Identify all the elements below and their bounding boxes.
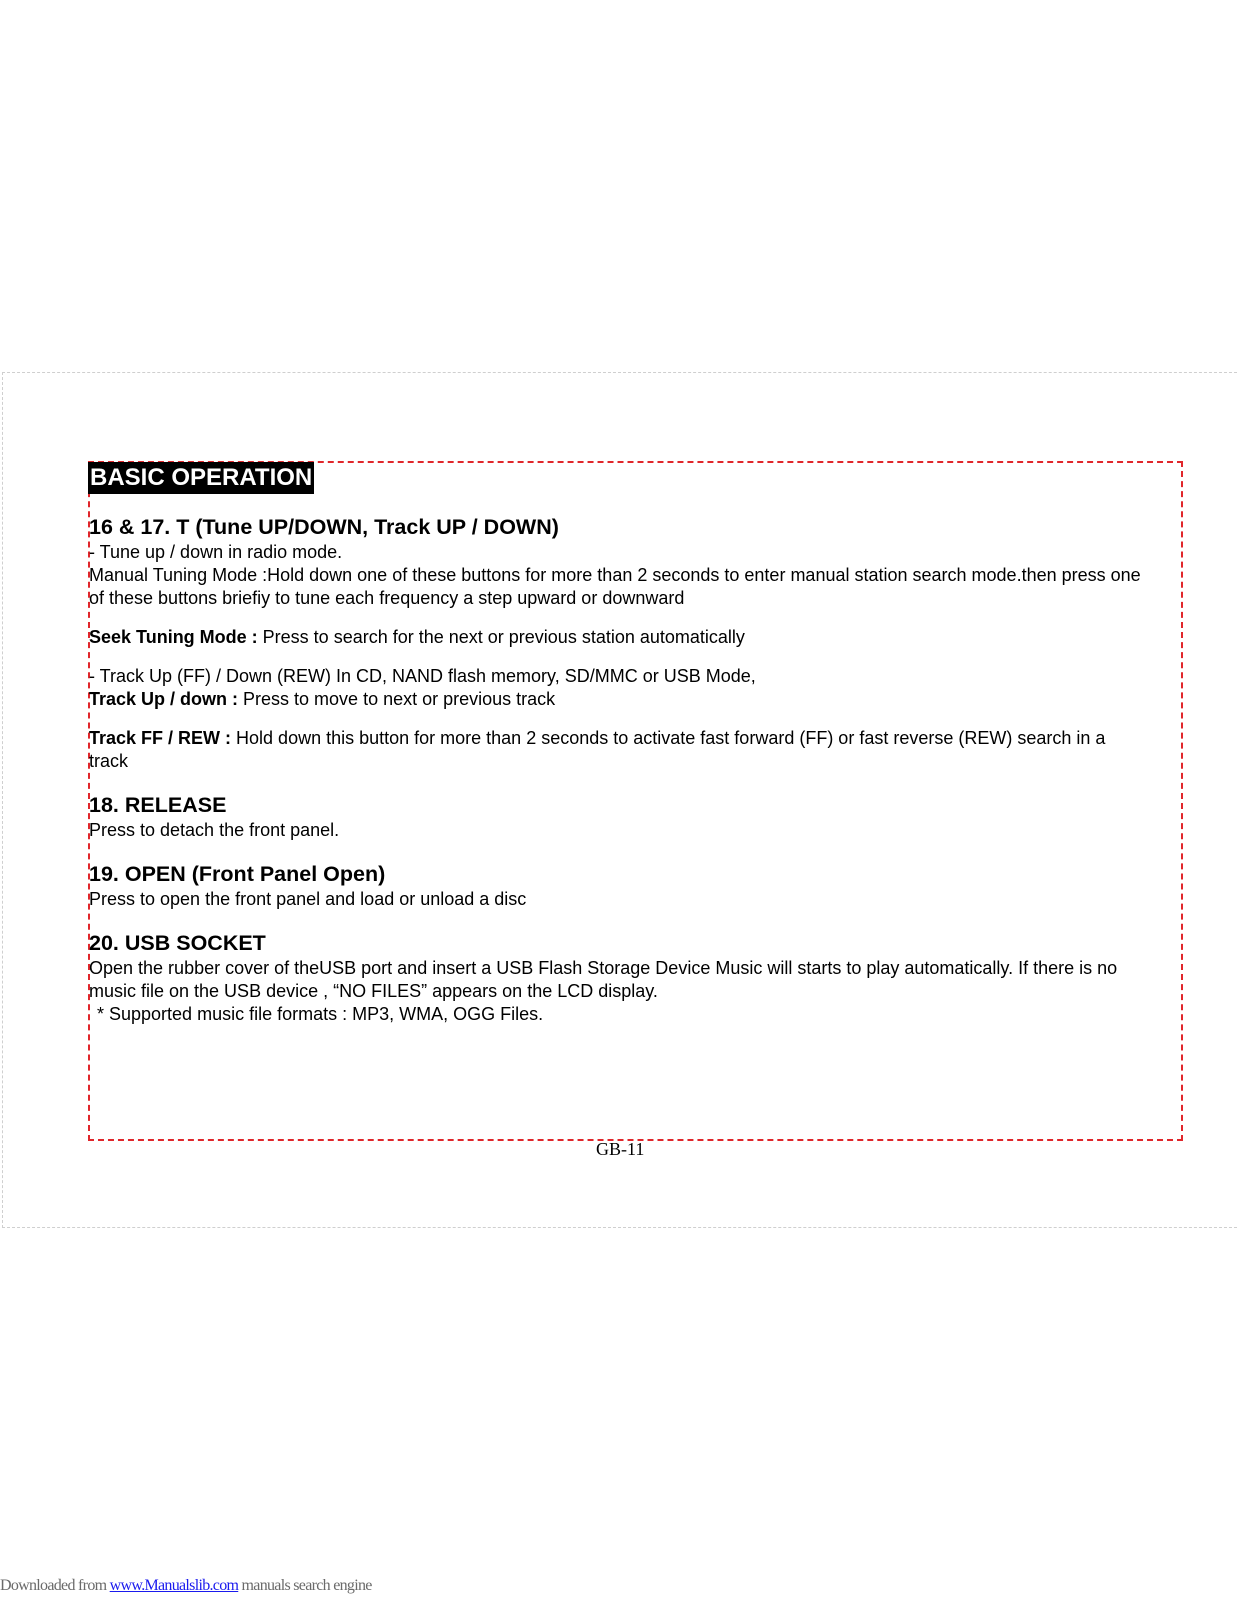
download-footer [0,1576,372,1596]
track-ff-paragraph [89,727,1149,773]
track-updown-text: Press to move to next or previous track [238,689,556,709]
footer-suffix: manuals search engine [238,1577,372,1594]
track-ff-text: Hold down this button for more than 2 seconds to activate fast forward (FF) or fast reverse (REW) search in a track [89,728,1106,771]
track-updown-paragraph [89,688,1149,711]
seek-tuning-text: Press to search for the next or previous station automatically [257,627,745,647]
tune-line: - Tune up / down in radio mode. [89,542,343,562]
manual-content [89,513,1149,1026]
heading-release: 18. RELEASE [89,793,227,817]
footer-prefix: Downloaded from [0,1577,110,1594]
heading-tune-track: 16 & 17. T (Tune UP/DOWN, Track UP / DOWN) [89,515,559,539]
heading-open: 19. OPEN (Front Panel Open) [89,862,386,886]
track-updown-label: Track Up / down : [89,689,239,709]
release-text: Press to detach the front panel. [89,820,340,840]
track-mode-line: - Track Up (FF) / Down (REW) In CD, NAND flash memory, SD/MMC or USB Mode, [89,666,756,686]
manualslib-link[interactable]: www.Manualslib.com [109,1577,239,1594]
usb-text: Open the rubber cover of theUSB port and insert a USB Flash Storage Device Music will starts to play automatically. If there is no music file on the USB device , “NO FILES” appears on the LCD display. [89,958,1118,1001]
open-text: Press to open the front panel and load or unload a disc [89,889,527,909]
heading-usb: 20. USB SOCKET [89,931,266,955]
section-title: BASIC OPERATION [88,462,314,494]
usb-formats: * Supported music file formats : MP3, WMA, OGG Files. [97,1004,544,1024]
seek-tuning-paragraph [89,626,1149,649]
manual-tuning-text: Manual Tuning Mode :Hold down one of these buttons for more than 2 seconds to enter manual station search mode.then press one of these buttons briefiy to tune each frequency a step upward or downward [89,565,1141,608]
track-ff-label: Track FF / REW : [89,728,232,748]
seek-tuning-label: Seek Tuning Mode : [89,627,258,647]
page-number: GB-11 [596,1139,645,1159]
